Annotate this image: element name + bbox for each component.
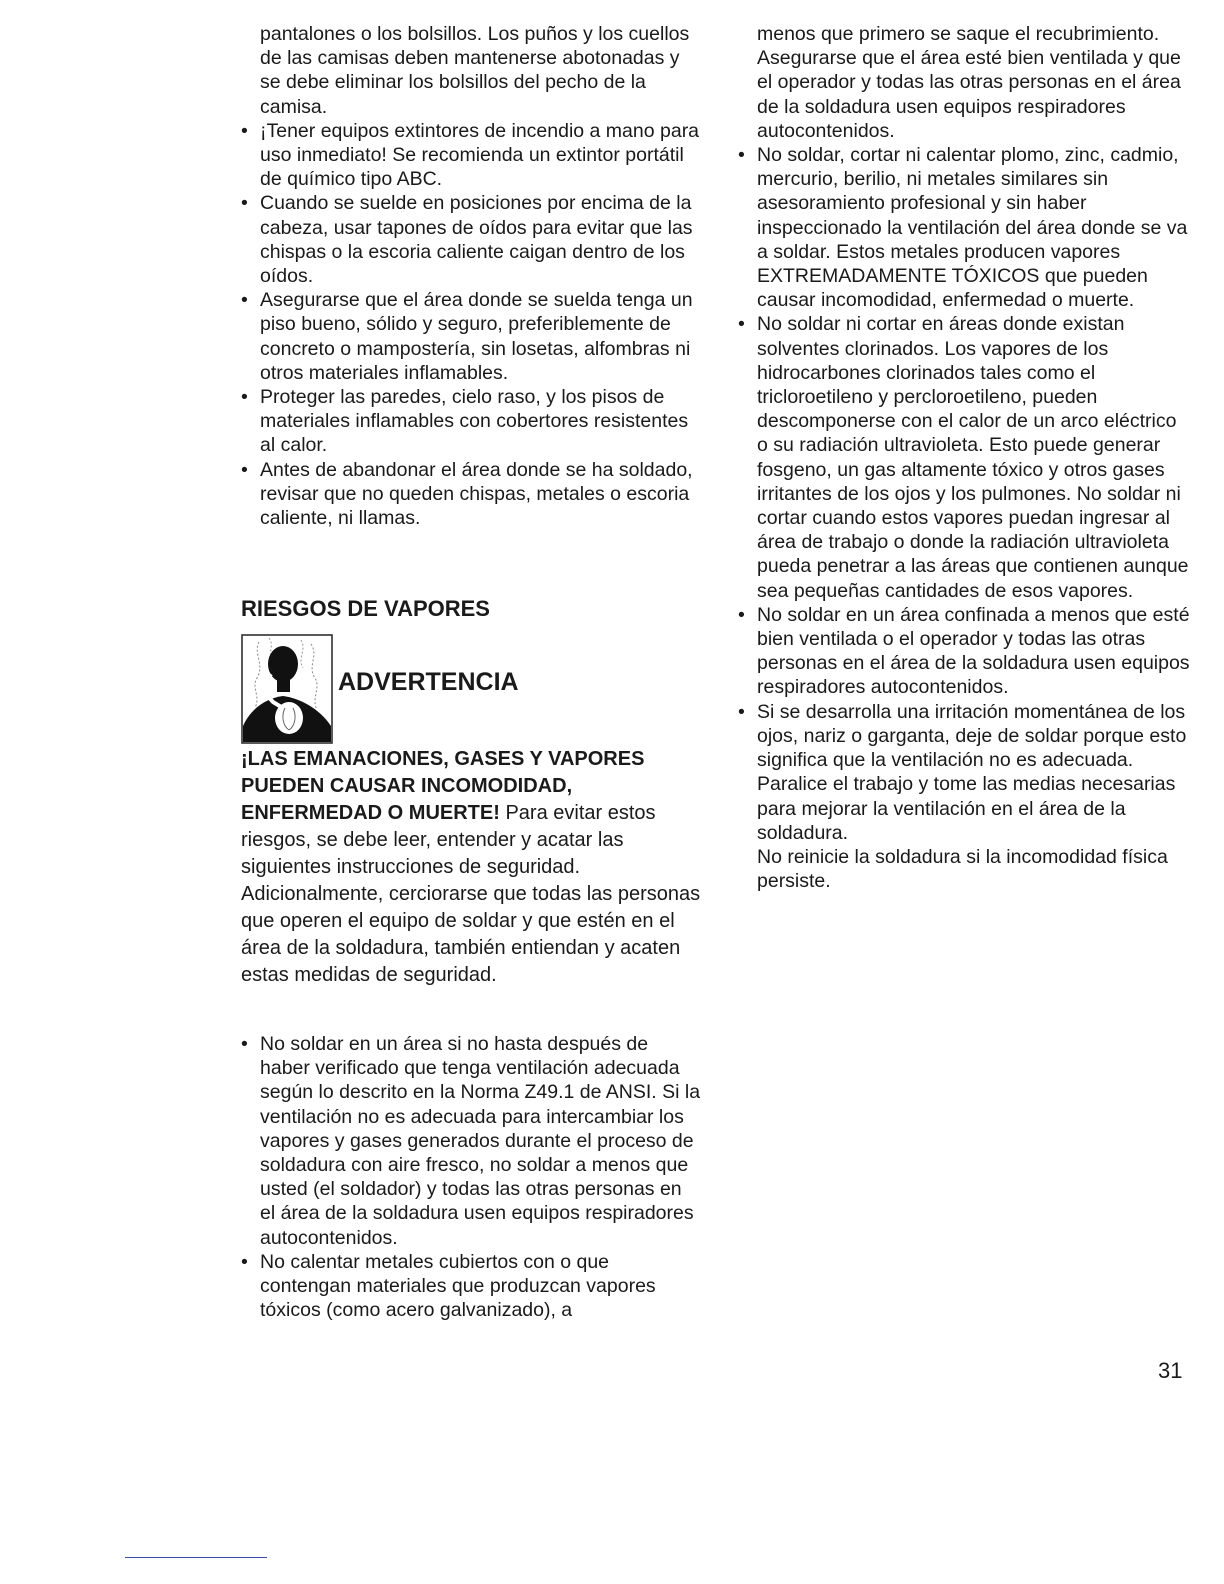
warning-paragraph bbox=[241, 746, 701, 989]
warning-text: Para evitar estos riesgos, se debe leer, entender y acatar las siguientes instrucciones de seguridad. Adicionalmente, cerciorarse que todas las personas que operen el equipo de soldar y que estén en el área de la soldadura, también entiendan y acaten estas medidas de seguridad. bbox=[241, 802, 701, 986]
section-title: RIESGOS DE VAPORES bbox=[241, 596, 490, 621]
list-item: • No soldar en un área confinada a menos que esté bien ventilada o el operador y todas las otras personas en el área de la soldadura usen equipos respiradores autocontenidos. bbox=[738, 603, 1190, 700]
closing-paragraph: No reinicie la soldadura si la incomodidad física persiste. bbox=[757, 845, 1168, 893]
ventilation-bullet-list bbox=[241, 1032, 701, 1322]
right-column bbox=[738, 22, 1190, 893]
list-item: • No soldar ni cortar en áreas donde existan solventes clorinados. Los vapores de los hidrocarbones clorinados tales como el tricloroetileno y percloroetileno, pueden descomponerse con el calor de un arco eléctrico o su radiación ultravioleta. Esto puede generar fosgeno, un gas altamente tóxico y otros gases irritantes de los ojos y los pulmones. No soldar ni cortar cuando estos vapores puedan ingresar al área de trabajo o donde la radiación ultravioleta pueda penetrar a las áreas que contienen aunque sea pequeñas cantidades de esos vapores. bbox=[738, 312, 1190, 602]
fume-inhalation-hazard-icon bbox=[241, 634, 333, 744]
list-item: • No calentar metales cubiertos con o que contengan materiales que produzcan vapores tóxicos (como acero galvanizado), a bbox=[241, 1250, 701, 1323]
left-bullet-list bbox=[241, 119, 701, 530]
warning-label: ADVERTENCIA bbox=[338, 668, 519, 696]
list-item: • No soldar en un área si no hasta después de haber verificado que tenga ventilación adecuada según lo descrito en la Norma Z49.1 de ANSI. Si la ventilación no es adecuada para intercambiar los vapores y gases generados durante el proceso de soldadura con aire fresco, no soldar a menos que usted (el soldador) y todas las otras personas en el área de la soldadura usen equipos respiradores autocontenidos. bbox=[241, 1032, 701, 1250]
left-bottom-column bbox=[241, 1032, 701, 1322]
list-item: • Cuando se suelde en posiciones por encima de la cabeza, usar tapones de oídos para evitar que las chispas o la escoria caliente caigan dentro de los oídos. bbox=[241, 191, 701, 288]
left-intro-paragraph: pantalones o los bolsillos. Los puños y los cuellos de las camisas deben mantenerse abotonadas y se debe eliminar los bolsillos del pecho de la camisa. bbox=[260, 23, 690, 118]
list-item: • ¡Tener equipos extintores de incendio a mano para uso inmediato! Se recomienda un extintor portátil de químico tipo ABC. bbox=[241, 119, 701, 192]
list-item: • Si se desarrolla una irritación momentánea de los ojos, nariz o garganta, deje de soldar porque esto significa que la ventilación no es adecuada. Paralice el trabajo y tome las medias necesarias para mejorar la ventilación en el área de la soldadura. bbox=[738, 700, 1190, 845]
list-item: • Proteger las paredes, cielo raso, y los pisos de materiales inflamables con cobertores resistentes al calor. bbox=[241, 385, 701, 458]
footer-rule bbox=[125, 1557, 267, 1558]
right-continuation-paragraph: menos que primero se saque el recubrimiento. Asegurarse que el área esté bien ventilada y que el operador y todas las otras personas en el área de la soldadura usen equipos respiradores autocontenidos. bbox=[757, 23, 1181, 142]
list-item: • Asegurarse que el área donde se suelda tenga un piso bueno, sólido y seguro, preferiblemente de concreto o mampostería, sin losetas, alfombras ni otros materiales inflamables. bbox=[241, 288, 701, 385]
list-item: • Antes de abandonar el área donde se ha soldado, revisar que no queden chispas, metales o escoria caliente, ni llamas. bbox=[241, 458, 701, 531]
page-number: 31 bbox=[1158, 1358, 1183, 1383]
right-bullet-list bbox=[738, 143, 1190, 845]
warning-lead: ¡LAS EMANACIONES, GASES Y VAPORES PUEDEN CAUSAR INCOMODIDAD, ENFERMEDAD O MUERTE! bbox=[241, 748, 645, 824]
left-column bbox=[241, 22, 701, 530]
list-item: • No soldar, cortar ni calentar plomo, zinc, cadmio, mercurio, berilio, ni metales similares sin asesoramiento profesional y sin haber inspeccionado la ventilación del área donde se va a soldar. Estos metales producen vapores EXTREMADAMENTE TÓXICOS que pueden causar incomodidad, enfermedad o muerte. bbox=[738, 143, 1190, 312]
